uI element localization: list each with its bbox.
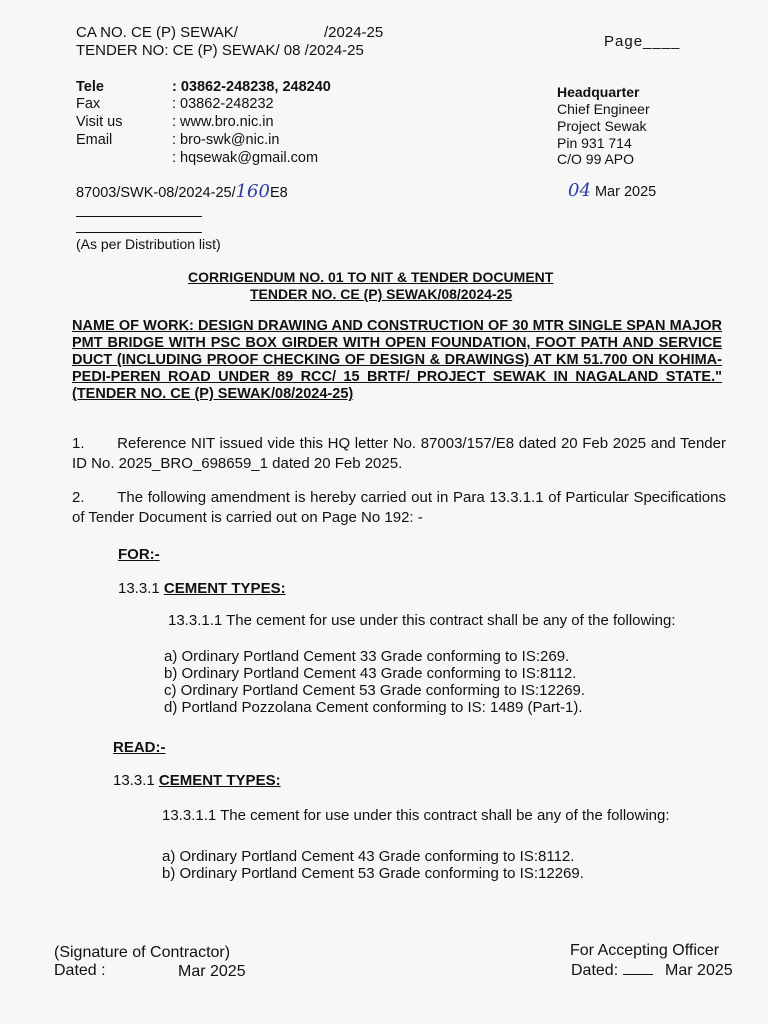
tender-subject: TENDER NO. CE (P) SEWAK/08/2024-25	[250, 286, 513, 302]
date-month-year: Mar 2025	[594, 184, 657, 200]
corrigendum-title: CORRIGENDUM NO. 01 TO NIT & TENDER DOCUMENT	[188, 269, 554, 285]
contact-value: : 03862-248232	[172, 96, 274, 112]
paragraph-1	[72, 434, 726, 474]
officer-date-month: Mar 2025	[665, 962, 733, 979]
hq-line: C/O 99 APO	[557, 151, 635, 167]
hq-line: Pin 931 714	[557, 135, 632, 151]
tender-number: TENDER NO: CE (P) SEWAK/ 08 /2024-25	[76, 42, 364, 59]
list-item: a) Ordinary Portland Cement 33 Grade conforming to IS:269.	[164, 648, 570, 665]
contact-key: Fax	[76, 96, 101, 112]
for-label: FOR:-	[118, 546, 160, 563]
page-label: Page____	[604, 33, 681, 50]
for-cement-list	[164, 648, 585, 716]
handwritten-number: 160	[235, 181, 270, 202]
contractor-date-month: Mar 2025	[178, 963, 246, 980]
reference-number	[76, 182, 288, 203]
contact-value: : bro-swk@nic.in	[172, 132, 280, 148]
list-item: b) Ordinary Portland Cement 53 Grade conforming to IS:12269.	[162, 865, 584, 882]
address-blank-line	[76, 216, 202, 217]
contact-key: Tele	[76, 79, 104, 95]
clause-number: 13.3.1	[113, 772, 155, 789]
read-label: READ:-	[113, 739, 166, 756]
paragraph-text: The following amendment is hereby carried out in Para 13.3.1.1 of Particular Specifications of Tender Document is carried out on Page No 192: -	[72, 489, 726, 526]
letter-date	[568, 181, 656, 202]
accepting-officer-label: For Accepting Officer	[570, 942, 720, 959]
read-cement-list	[162, 848, 584, 882]
contact-value: : 03862-248238, 248240	[172, 79, 331, 95]
paragraph-2	[72, 488, 726, 528]
list-item: d) Portland Pozzolana Cement conforming to IS: 1489 (Part-1).	[164, 699, 583, 716]
contractor-dated: Dated :	[54, 962, 106, 979]
hq-line: Chief Engineer	[557, 101, 650, 117]
clause-title: CEMENT TYPES:	[158, 772, 281, 789]
hq-line: Project Sewak	[557, 118, 647, 134]
list-item: a) Ordinary Portland Cement 43 Grade conforming to IS:8112.	[162, 848, 575, 865]
list-item: b) Ordinary Portland Cement 43 Grade conforming to IS:8112.	[164, 665, 577, 682]
for-clause-intro: 13.3.1.1 The cement for use under this contract shall be any of the following:	[168, 612, 676, 629]
paragraph-number: 1.	[72, 435, 85, 452]
officer-dated	[571, 962, 733, 980]
reference-suffix: E8	[269, 185, 288, 201]
contractor-signature-label: (Signature of Contractor)	[54, 944, 231, 961]
paragraph-number: 2.	[72, 489, 85, 506]
read-clause-heading	[113, 772, 281, 789]
contact-key: Visit us	[76, 114, 123, 130]
officer-dated-label: Dated:	[571, 962, 619, 979]
hq-title: Headquarter	[557, 84, 640, 100]
paragraph-text: Reference NIT issued vide this HQ letter No. 87003/157/E8 dated 20 Feb 2025 and Tender ID No. 2025_BRO_698659_1 dated 20 Feb 2025.	[72, 435, 726, 472]
contact-key: Email	[76, 132, 113, 148]
name-of-work: NAME OF WORK: DESIGN DRAWING AND CONSTRUCTION OF 30 MTR SINGLE SPAN MAJOR PMT BRIDGE WITH PSC BOX GIRDER WITH OPEN FOUNDATION, FOOT PATH AND SERVICE DUCT (INCLUDING PROOF CHECKING OF DESIGN & DRAWINGS) AT KM 51.700 ON KOHIMA-PEDI-PEREN ROAD UNDER 89 RCC/ 15 BRTF/ PROJECT SEWAK IN NAGALAND STATE." (TENDER NO. CE (P) SEWAK/08/2024-25)	[72, 318, 722, 402]
reference-prefix: 87003/SWK-08/2024-25/	[76, 185, 236, 201]
handwritten-day: 04	[568, 180, 591, 201]
clause-title: CEMENT TYPES:	[163, 580, 286, 597]
ca-number: CA NO. CE (P) SEWAK/	[76, 24, 238, 41]
ca-year: /2024-25	[324, 24, 384, 41]
date-blank	[623, 962, 653, 975]
address-blank-line	[76, 232, 202, 233]
clause-number: 13.3.1	[118, 580, 160, 597]
list-item: c) Ordinary Portland Cement 53 Grade conforming to IS:12269.	[164, 682, 586, 699]
for-clause-heading	[118, 580, 286, 597]
distribution-list: (As per Distribution list)	[76, 236, 221, 252]
contact-value: : hqsewak@gmail.com	[172, 150, 319, 166]
read-clause-intro: 13.3.1.1 The cement for use under this contract shall be any of the following:	[162, 807, 670, 824]
contact-value: : www.bro.nic.in	[172, 114, 274, 130]
